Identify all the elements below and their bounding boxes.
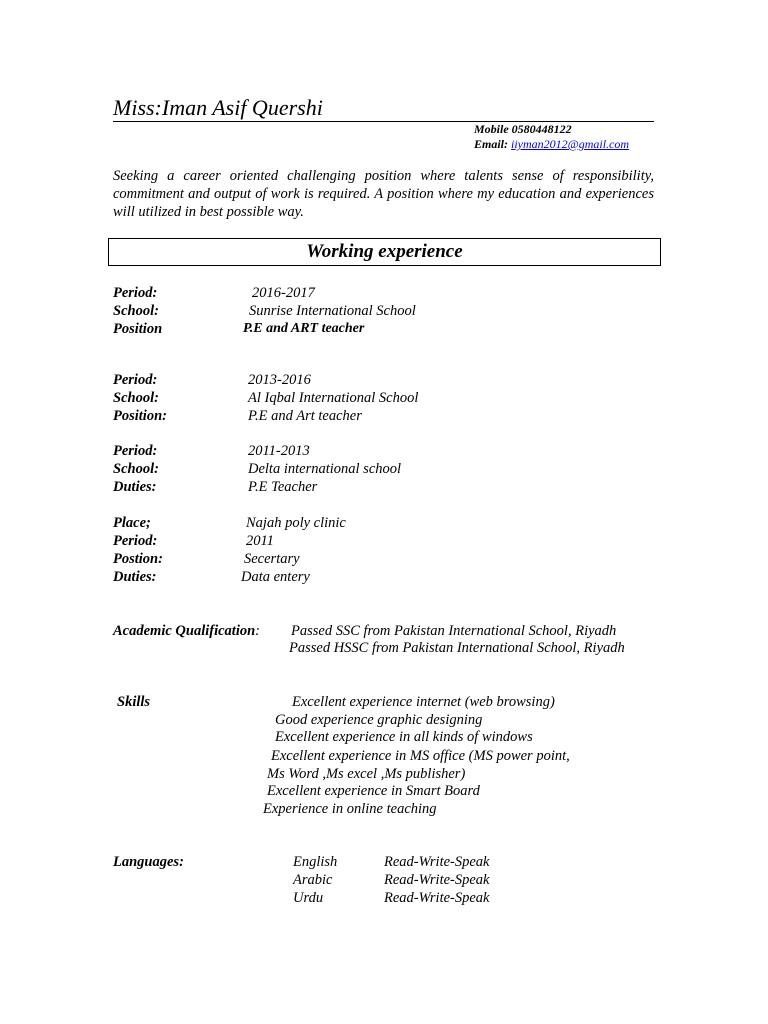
job4-duties: Data entery: [241, 569, 310, 585]
job4-place-label: Place;: [113, 515, 151, 531]
language-level: Read-Write-Speak: [384, 872, 490, 888]
job3-duties: P.E Teacher: [248, 479, 318, 495]
job2-position-label: Position:: [113, 408, 167, 424]
skill-item: Ms Word ,Ms excel ,Ms publisher): [267, 766, 466, 782]
email-link[interactable]: iiyman2012@gmail.com: [511, 137, 630, 151]
skill-item: Excellent experience in MS office (MS power point,: [271, 748, 570, 764]
skill-item: Excellent experience in all kinds of windows: [275, 729, 533, 745]
language-name: Arabic: [293, 872, 333, 888]
job4-position: Secertary: [244, 551, 300, 567]
job3-period: 2011-2013: [248, 443, 310, 459]
job2-school-label: School:: [113, 390, 159, 406]
job2-school: Al Iqbal International School: [248, 390, 419, 406]
job4-duties-label: Duties:: [113, 569, 157, 585]
academic-colon: :: [255, 623, 261, 639]
language-name: Urdu: [293, 890, 324, 906]
email-line: [474, 137, 629, 152]
academic-line-2: Passed HSSC from Pakistan International School, Riyadh: [289, 640, 625, 656]
job1-school-label: School:: [113, 303, 159, 319]
job3-school-label: School:: [113, 461, 159, 477]
job1-period-label: Period:: [113, 285, 158, 301]
job4-period: 2011: [246, 533, 274, 549]
candidate-name: Miss:Iman Asif Quershi: [113, 95, 323, 120]
language-level: Read-Write-Speak: [384, 854, 490, 870]
job1-school: Sunrise International School: [249, 303, 416, 319]
languages-label: Languages:: [113, 854, 184, 870]
skills-label: Skills: [117, 694, 151, 710]
job3-school: Delta international school: [248, 461, 402, 477]
academic-label-line: [113, 623, 260, 640]
job1-position: P.E and ART teacher: [243, 321, 365, 336]
skill-item: Experience in online teaching: [263, 801, 437, 817]
language-name: English: [293, 854, 338, 870]
job2-period-label: Period:: [113, 372, 158, 388]
email-label: Email:: [474, 137, 512, 151]
academic-line-1: Passed SSC from Pakistan International School, Riyadh: [291, 623, 617, 639]
job4-position-label: Postion:: [113, 551, 163, 567]
job4-place: Najah poly clinic: [246, 515, 346, 531]
job1-position-label: Position: [113, 321, 163, 337]
job3-period-label: Period:: [113, 443, 158, 459]
section-title-working-experience: Working experience: [108, 238, 661, 266]
language-level: Read-Write-Speak: [384, 890, 490, 906]
job2-position: P.E and Art teacher: [248, 408, 362, 424]
job2-period: 2013-2016: [248, 372, 311, 388]
job4-period-label: Period:: [113, 533, 158, 549]
skill-item: Excellent experience in Smart Board: [267, 783, 480, 799]
skill-item: Excellent experience internet (web browsing): [292, 694, 555, 710]
job1-period: 2016-2017: [252, 285, 315, 301]
job3-duties-label: Duties:: [113, 479, 157, 495]
academic-label: Academic Qualification: [113, 623, 256, 639]
career-objective: Seeking a career oriented challenging position where talents sense of responsibility, commitment and output of work is required. A position where my education and experiences will utilized in best possible way.: [113, 168, 654, 220]
header-rule: [113, 121, 654, 122]
mobile-number: Mobile 0580448122: [474, 122, 572, 136]
skill-item: Good experience graphic designing: [275, 712, 483, 728]
